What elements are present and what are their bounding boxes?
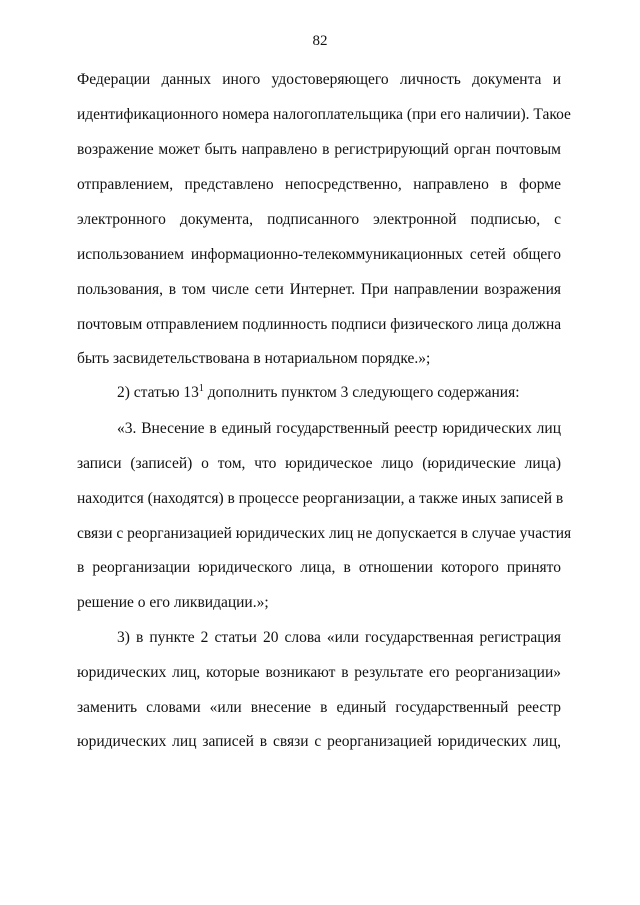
body-text-line: быть засвидетельствована в нотариальном порядке.»; [77,350,431,367]
superscript: 1 [198,383,204,394]
body-text-line: пользования, в том числе сети Интернет. При направлении возражения [77,281,561,298]
body-text-line: Федерации данных иного удостоверяющего личность документа и [77,71,561,88]
quoted-text-line: связи с реорганизацией юридических лиц не допускается в случае участия [77,525,572,542]
body-text-line: идентификационного номера налогоплательщика (при его наличии). Такое [77,106,571,123]
body-text-line: заменить словами «или внесение в единый государственный реестр [77,699,561,716]
body-text-line: юридических лиц, которые возникают в результате его реорганизации» [77,664,561,681]
quoted-text-line: в реорганизации юридического лица, в отношении которого принято [77,559,561,576]
quoted-text-line: решение о его ликвидации.»; [77,594,269,611]
page-number: 82 [312,33,328,49]
quoted-text-line: записи (записей) о том, что юридическое лицо (юридические лица) [77,455,561,472]
list-item-2-text: 2) статью 13 [117,384,199,401]
body-text-line: почтовым отправлением подлинность подписи физического лица должна [77,316,562,333]
quoted-text-line: находится (находятся) в процессе реорганизации, а также иных записей в [77,490,564,507]
body-text-line: юридических лиц записей в связи с реорганизацией юридических лиц, [77,733,561,750]
list-item-2-text-cont: дополнить пунктом 3 следующего содержания: [203,384,520,401]
list-item-2 [117,382,561,404]
body-text-line: использованием информационно-телекоммуникационных сетей общего [77,246,561,263]
body-text-line: возражение может быть направлено в регистрирующий орган почтовым [77,141,561,158]
body-text-line: электронного документа, подписанного электронной подписью, с [77,211,561,228]
quoted-text-line: «3. Внесение в единый государственный реестр юридических лиц [117,420,561,437]
list-item-3: 3) в пункте 2 статьи 20 слова «или государственная регистрация [117,629,561,646]
body-text-line: отправлением, представлено непосредственно, направлено в форме [77,176,561,193]
